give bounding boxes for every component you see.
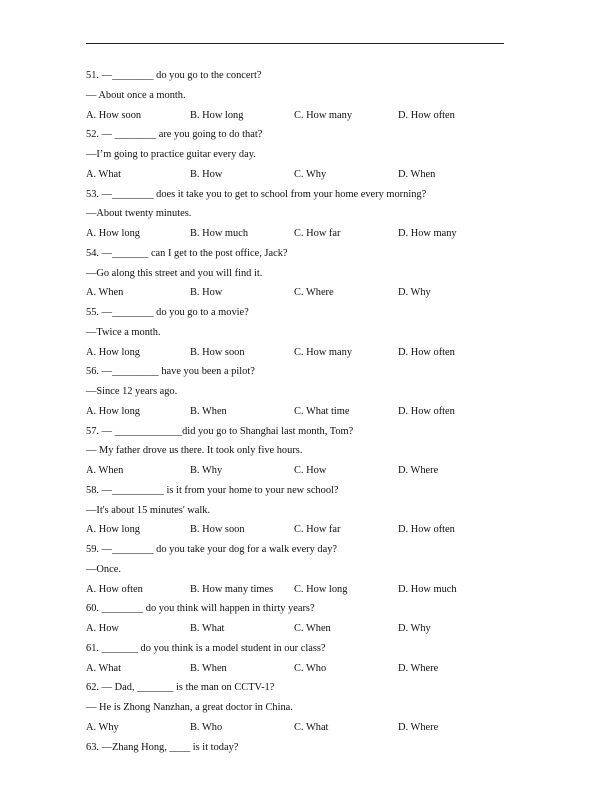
question-answer-57: — My father drove us there. It took only five hours. xyxy=(86,445,303,457)
question-answer-59: —Once. xyxy=(86,563,121,575)
option-d: D. Where xyxy=(398,465,439,476)
question-prompt-56: 56. —_________ have you been a pilot? xyxy=(86,366,255,378)
question-options-62 xyxy=(86,718,506,738)
option-b: B. When xyxy=(190,662,227,674)
question-options-57 xyxy=(86,461,506,481)
option-b: B. What xyxy=(190,623,225,634)
header-rule xyxy=(86,43,504,44)
option-a: A. How often xyxy=(86,583,143,595)
question-prompt-62: 62. — Dad, _______ is the man on CCTV-1? xyxy=(86,682,275,694)
option-a: A. How long xyxy=(86,524,140,536)
option-b: B. How much xyxy=(190,228,249,239)
question-answer-52: —I’m going to practice guitar every day. xyxy=(86,149,256,160)
question-answer-55: —Twice a month. xyxy=(86,326,161,338)
option-a: A. How long xyxy=(86,346,140,358)
option-d: D. Why xyxy=(398,287,431,299)
question-options-59 xyxy=(86,580,506,600)
option-a: A. When xyxy=(86,287,124,299)
question-options-53 xyxy=(86,224,506,244)
question-prompt-55: 55. —________ do you go to a movie? xyxy=(86,307,249,318)
option-d: D. Where xyxy=(398,662,439,674)
option-c: C. How xyxy=(294,465,327,476)
option-d: D. Where xyxy=(398,721,439,733)
question-answer-58: —It's about 15 minutes' walk. xyxy=(86,504,211,516)
question-prompt-54: 54. —_______ can I get to the post office, Jack? xyxy=(86,247,288,259)
option-b: B. How many times xyxy=(190,583,274,595)
option-b: B. Why xyxy=(190,465,223,476)
option-b: B. How soon xyxy=(190,524,245,536)
question-options-54 xyxy=(86,283,506,303)
option-d: D. How many xyxy=(398,228,457,239)
question-prompt-58: 58. —__________ is it from your home to your new school? xyxy=(86,484,339,496)
option-c: C. What time xyxy=(294,405,350,417)
option-a: A. When xyxy=(86,465,124,476)
question-answer-56: —Since 12 years ago. xyxy=(86,386,178,397)
question-prompt-63: 63. —Zhang Hong, ____ is it today? xyxy=(86,741,239,753)
option-b: B. How soon xyxy=(190,346,245,358)
option-c: C. Where xyxy=(294,287,334,299)
option-c: C. How long xyxy=(294,583,348,595)
question-list xyxy=(86,66,506,757)
question-answer-54: —Go along this street and you will find it. xyxy=(86,267,263,279)
option-d: D. When xyxy=(398,168,436,180)
option-c: C. Who xyxy=(294,662,327,674)
question-options-58 xyxy=(86,520,506,540)
question-answer-62: — He is Zhong Nanzhan, a great doctor in China. xyxy=(86,702,293,713)
question-prompt-53: 53. —________ does it take you to get to school from your home every morning? xyxy=(86,188,427,200)
option-c: C. When xyxy=(294,623,331,634)
question-options-55 xyxy=(86,343,506,363)
option-d: D. How much xyxy=(398,583,457,595)
option-d: D. How often xyxy=(398,109,455,121)
option-a: A. How soon xyxy=(86,109,142,121)
option-a: A. How long xyxy=(86,405,140,417)
option-b: B. When xyxy=(190,405,227,417)
question-options-61 xyxy=(86,659,506,679)
question-options-60 xyxy=(86,619,506,639)
option-b: B. How xyxy=(190,168,223,180)
option-d: D. How often xyxy=(398,405,455,417)
question-prompt-52: 52. — ________ are you going to do that? xyxy=(86,129,263,141)
question-answer-51: — About once a month. xyxy=(86,89,186,101)
option-c: C. How many xyxy=(294,346,353,358)
question-prompt-57: 57. — _____________did you go to Shanghai last month, Tom? xyxy=(86,425,354,437)
option-a: A. How long xyxy=(86,228,140,239)
question-prompt-60: 60. ________ do you think will happen in thirty years? xyxy=(86,603,315,615)
option-a: A. How xyxy=(86,623,119,634)
question-prompt-61: 61. _______ do you think is a model student in our class? xyxy=(86,642,326,654)
option-c: C. How many xyxy=(294,109,353,121)
option-a: A. What xyxy=(86,168,122,180)
option-d: D. How often xyxy=(398,346,455,358)
question-options-56 xyxy=(86,402,506,422)
option-c: C. What xyxy=(294,721,329,733)
question-options-51 xyxy=(86,106,506,126)
option-c: C. Why xyxy=(294,168,327,180)
question-prompt-51: 51. —________ do you go to the concert? xyxy=(86,70,262,81)
option-c: C. How far xyxy=(294,524,341,536)
question-prompt-59: 59. —________ do you take your dog for a walk every day? xyxy=(86,544,338,555)
option-b: B. How xyxy=(190,287,223,299)
option-d: D. How often xyxy=(398,524,455,536)
option-a: A. Why xyxy=(86,721,119,733)
question-options-52 xyxy=(86,165,506,185)
question-answer-53: —About twenty minutes. xyxy=(86,208,192,220)
option-d: D. Why xyxy=(398,623,431,634)
option-b: B. Who xyxy=(190,721,223,733)
option-a: A. What xyxy=(86,662,122,674)
option-b: B. How long xyxy=(190,109,244,121)
option-c: C. How far xyxy=(294,228,341,239)
